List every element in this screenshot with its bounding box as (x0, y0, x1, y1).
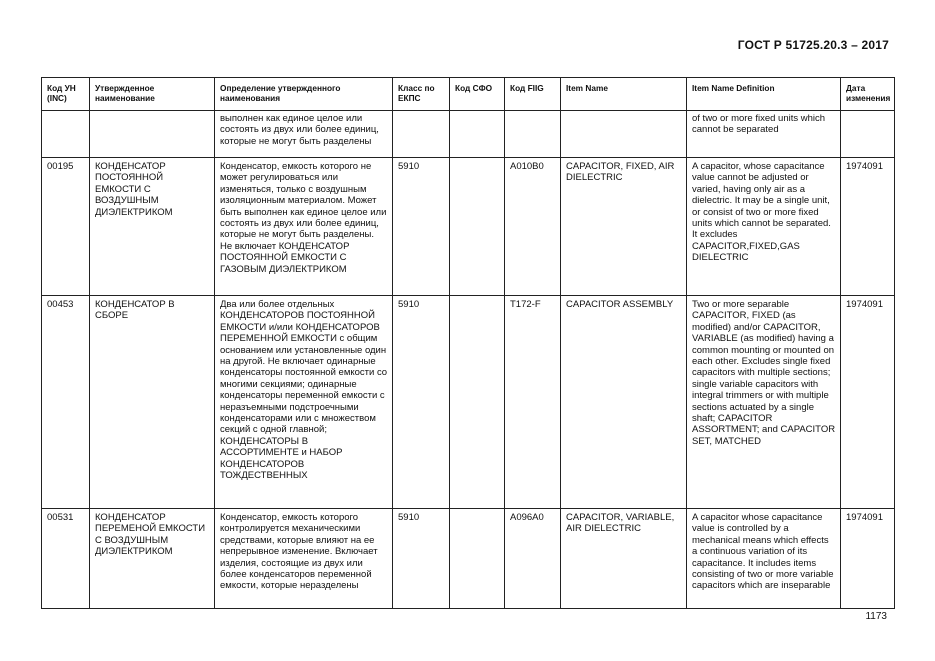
cell-fiig: A010B0 (505, 158, 561, 296)
cell-sfo (450, 158, 505, 296)
column-header-code: Код УН (INC) (42, 78, 90, 111)
table-body (42, 111, 895, 609)
cell-sfo (450, 509, 505, 609)
cell-code (42, 111, 90, 158)
cell-item-definition: A capacitor whose capacitance value is controlled by a mechanical means which effects a continuous variation of its capacitance. It includes items consisting of two or more variable capacitors which are inseparable (687, 509, 841, 609)
cell-sfo (450, 296, 505, 509)
cell-name (90, 111, 215, 158)
column-header-item-name: Item Name (561, 78, 687, 111)
cell-item-definition: A capacitor, whose capacitance value cannot be adjusted or varied, having only air as a dielectric. It may be a single unit, or consist of two or more fixed units which cannot be separated. It excludes CAPACITOR,FIXED,GAS DIELECTRIC (687, 158, 841, 296)
cell-date: 1974091 (841, 509, 895, 609)
cell-fiig (505, 111, 561, 158)
cell-definition: Два или более отдельных КОНДЕНСАТОРОВ ПОСТОЯННОЙ ЕМКОСТИ и/или КОНДЕНСАТОРОВ ПЕРЕМЕННОЙ ЕМКОСТИ с общим основанием или установленные один на другой. Не включает одинарные конденсаторы постоянной емкости со многими секциями; одинарные конденсаторы переменной емкости с неразъемными подстроечными конденсаторами или с множеством секций с одной главной; КОНДЕНСАТОРЫ В АССОРТИМЕНТЕ и НАБОР КОНДЕНСАТОРОВ ТОЖДЕСТВЕННЫХ (215, 296, 393, 509)
cell-item-definition: Two or more separable CAPACITOR, FIXED (as modified) and/or CAPACITOR, VARIABLE (as modified) having a common mounting or mounted on each other. Excludes single fixed capacitors with multiple sections; single variable capacitors with integral trimmers or with multiple sections actuated by a single shaft; CAPACITOR ASSORTMENT; and CAPACITOR SET, MATCHED (687, 296, 841, 509)
cell-item-name (561, 111, 687, 158)
table-row (42, 509, 895, 609)
cell-code: 00195 (42, 158, 90, 296)
column-header-name: Утвержденное наименование (90, 78, 215, 111)
cell-fiig: A096A0 (505, 509, 561, 609)
cell-name: КОНДЕНСАТОР ПЕРЕМЕНОЙ ЕМКОСТИ С ВОЗДУШНЫМ ДИЭЛЕКТРИКОМ (90, 509, 215, 609)
page-number: 1173 (865, 611, 887, 622)
table-row (42, 296, 895, 509)
cell-item-name: CAPACITOR, FIXED, AIR DIELECTRIC (561, 158, 687, 296)
cell-name: КОНДЕНСАТОР ПОСТОЯННОЙ ЕМКОСТИ С ВОЗДУШНЫМ ДИЭЛЕКТРИКОМ (90, 158, 215, 296)
cell-class: 5910 (393, 158, 450, 296)
column-header-date: Дата изменения (841, 78, 895, 111)
cell-date: 1974091 (841, 158, 895, 296)
table-row (42, 111, 895, 158)
table-row (42, 158, 895, 296)
cell-item-name: CAPACITOR ASSEMBLY (561, 296, 687, 509)
column-header-class: Класс по ЕКПС (393, 78, 450, 111)
cell-date (841, 111, 895, 158)
cell-sfo (450, 111, 505, 158)
cell-class (393, 111, 450, 158)
cell-definition: выполнен как единое целое или состоять из двух или более единиц, которые не могут быть разделены (215, 111, 393, 158)
column-header-definition: Определение утвержденного наименования (215, 78, 393, 111)
cell-fiig: T172-F (505, 296, 561, 509)
cell-code: 00453 (42, 296, 90, 509)
cell-name: КОНДЕНСАТОР В СБОРЕ (90, 296, 215, 509)
classification-table (41, 77, 895, 609)
cell-item-name: CAPACITOR, VARIABLE, AIR DIELECTRIC (561, 509, 687, 609)
table-header (42, 78, 895, 111)
cell-date: 1974091 (841, 296, 895, 509)
cell-class: 5910 (393, 296, 450, 509)
cell-code: 00531 (42, 509, 90, 609)
cell-class: 5910 (393, 509, 450, 609)
cell-definition: Конденсатор, емкость которого не может регулироваться или изменяться, только с воздушным изоляционным материалом. Может быть выполнен как единое целое или состоять из двух или более единиц, которые не могут быть разделены. Не включает КОНДЕНСАТОР ПОСТОЯННОЙ ЕМКОСТИ С ГАЗОВЫМ ДИЭЛЕКТРИКОМ (215, 158, 393, 296)
header-row (42, 78, 895, 111)
column-header-fiig: Код FIIG (505, 78, 561, 111)
column-header-sfo: Код СФО (450, 78, 505, 111)
document-title: ГОСТ Р 51725.20.3 – 2017 (737, 38, 889, 52)
cell-item-definition: of two or more fixed units which cannot be separated (687, 111, 841, 158)
cell-definition: Конденсатор, емкость которого контролируется механическими средствами, которые влияют на ее непрерывное изменение. Включает изделия, состоящие из двух или более конденсаторов переменной емкости, которые неразделены (215, 509, 393, 609)
column-header-item-definition: Item Name Definition (687, 78, 841, 111)
